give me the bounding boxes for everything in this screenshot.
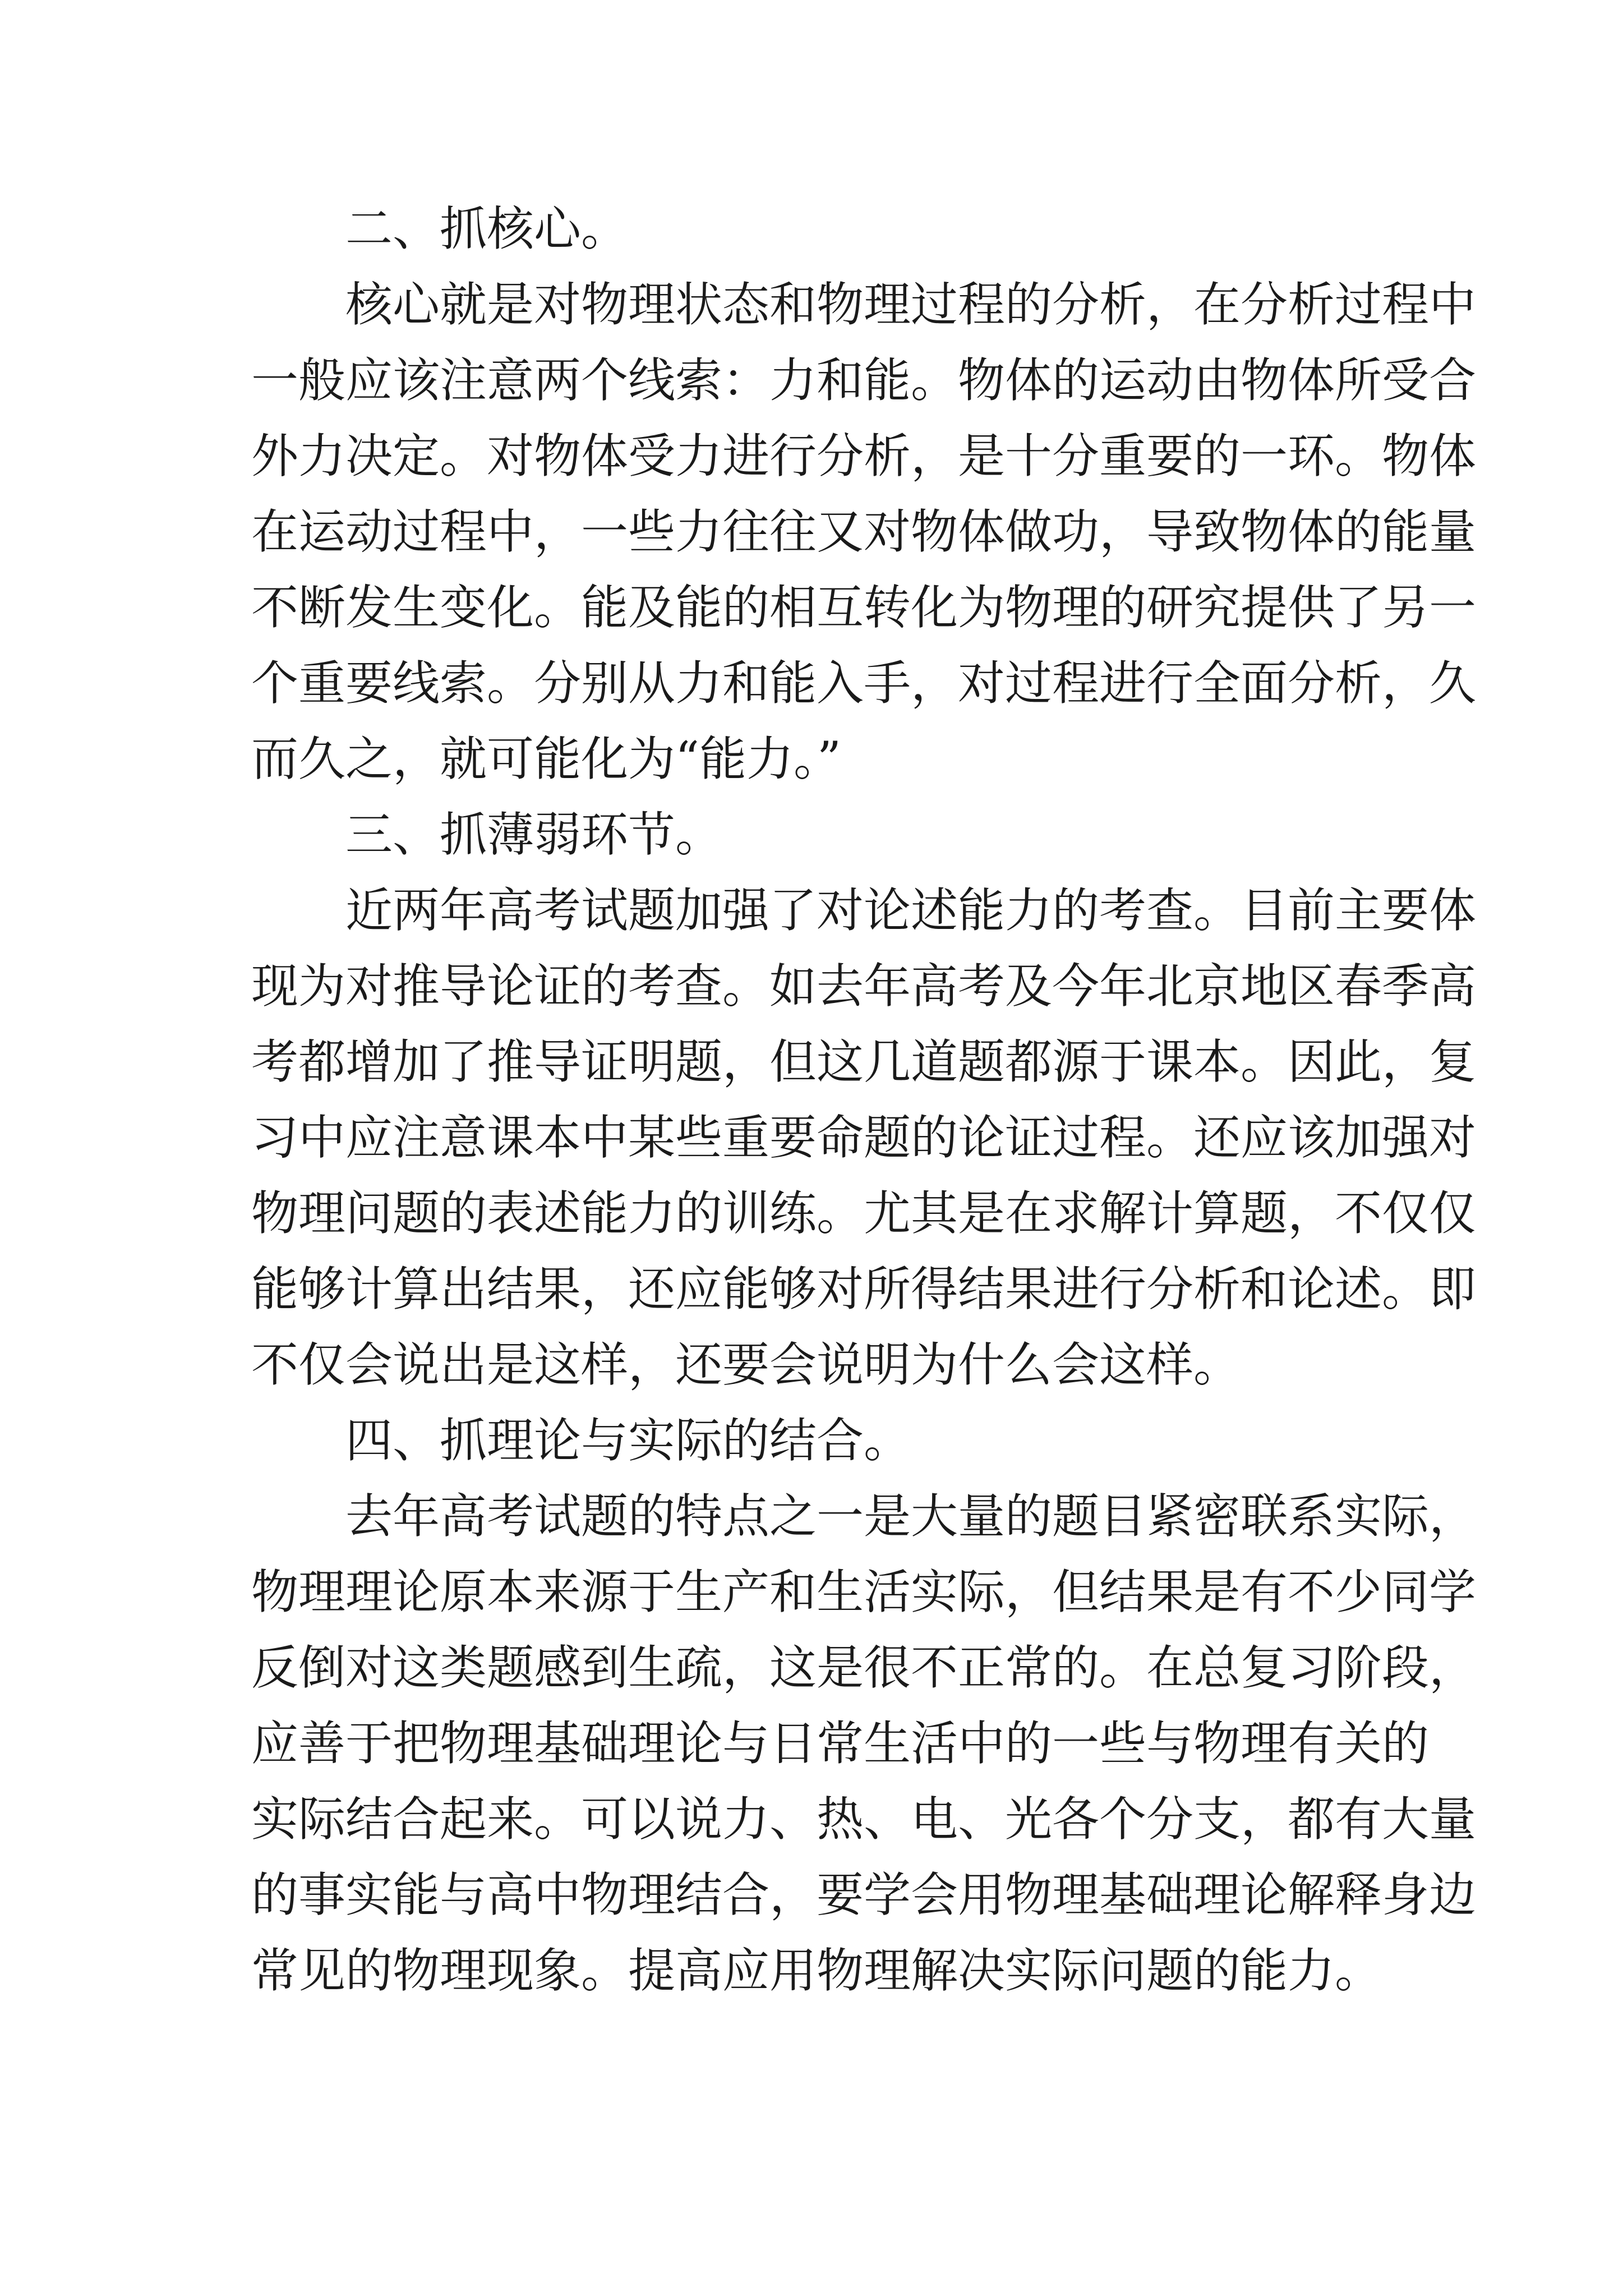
text-line: 去年高考试题的特点之一是大量的题目紧密联系实际， [345, 1489, 1477, 1544]
text-line: 一般应该注意两个线索：力和能。物体的运动由物体所受合 [251, 353, 1477, 408]
section-heading: 二、抓核心。 [345, 201, 629, 256]
text-line: 不仅会说出是这样，还要会说明为什么会这样。 [251, 1337, 1241, 1392]
text-line: 现为对推导论证的考查。如去年高考及今年北京地区春季高 [251, 959, 1477, 1014]
text-line: 反倒对这类题感到生疏，这是很不正常的。在总复习阶段， [251, 1640, 1477, 1695]
section-heading: 三、抓薄弱环节。 [345, 807, 723, 862]
text-line: 习中应注意课本中某些重要命题的论证过程。还应该加强对 [251, 1110, 1477, 1165]
document-body [251, 201, 1477, 2019]
text-line: 而久之，就可能化为“能力。” [251, 731, 841, 786]
paragraph [251, 277, 1477, 786]
text-line: 不断发生变化。能及能的相互转化为物理的研究提供了另一 [251, 580, 1477, 635]
paragraph [251, 1489, 1477, 1998]
text-line: 个重要线索。分别从力和能入手，对过程进行全面分析，久 [251, 656, 1477, 711]
text-line: 应善于把物理基础理论与日常生活中的一些与物理有关的 [251, 1716, 1430, 1771]
text-line: 能够计算出结果，还应能够对所得结果进行分析和论述。即 [251, 1262, 1477, 1317]
text-line: 物理问题的表述能力的训练。尤其是在求解计算题，不仅仅 [251, 1186, 1477, 1241]
text-line: 核心就是对物理状态和物理过程的分析，在分析过程中 [345, 277, 1477, 332]
text-line: 在运动过程中，一些力往往又对物体做功，导致物体的能量 [251, 504, 1477, 559]
text-line: 实际结合起来。可以说力、热、电、光各个分支，都有大量 [251, 1792, 1477, 1847]
text-line: 外力决定。对物体受力进行分析，是十分重要的一环。物体 [251, 429, 1477, 484]
text-line: 近两年高考试题加强了对论述能力的考查。目前主要体 [345, 883, 1477, 938]
section-heading: 四、抓理论与实际的结合。 [345, 1413, 911, 1468]
text-line: 常见的物理现象。提高应用物理解决实际问题的能力。 [251, 1943, 1382, 1998]
paragraph [251, 883, 1477, 1392]
text-line: 考都增加了推导证明题，但这几道题都源于课本。因此，复 [251, 1034, 1477, 1089]
text-line: 物理理论原本来源于生产和生活实际，但结果是有不少同学 [251, 1565, 1477, 1619]
text-line: 的事实能与高中物理结合，要学会用物理基础理论解释身边 [251, 1867, 1477, 1922]
